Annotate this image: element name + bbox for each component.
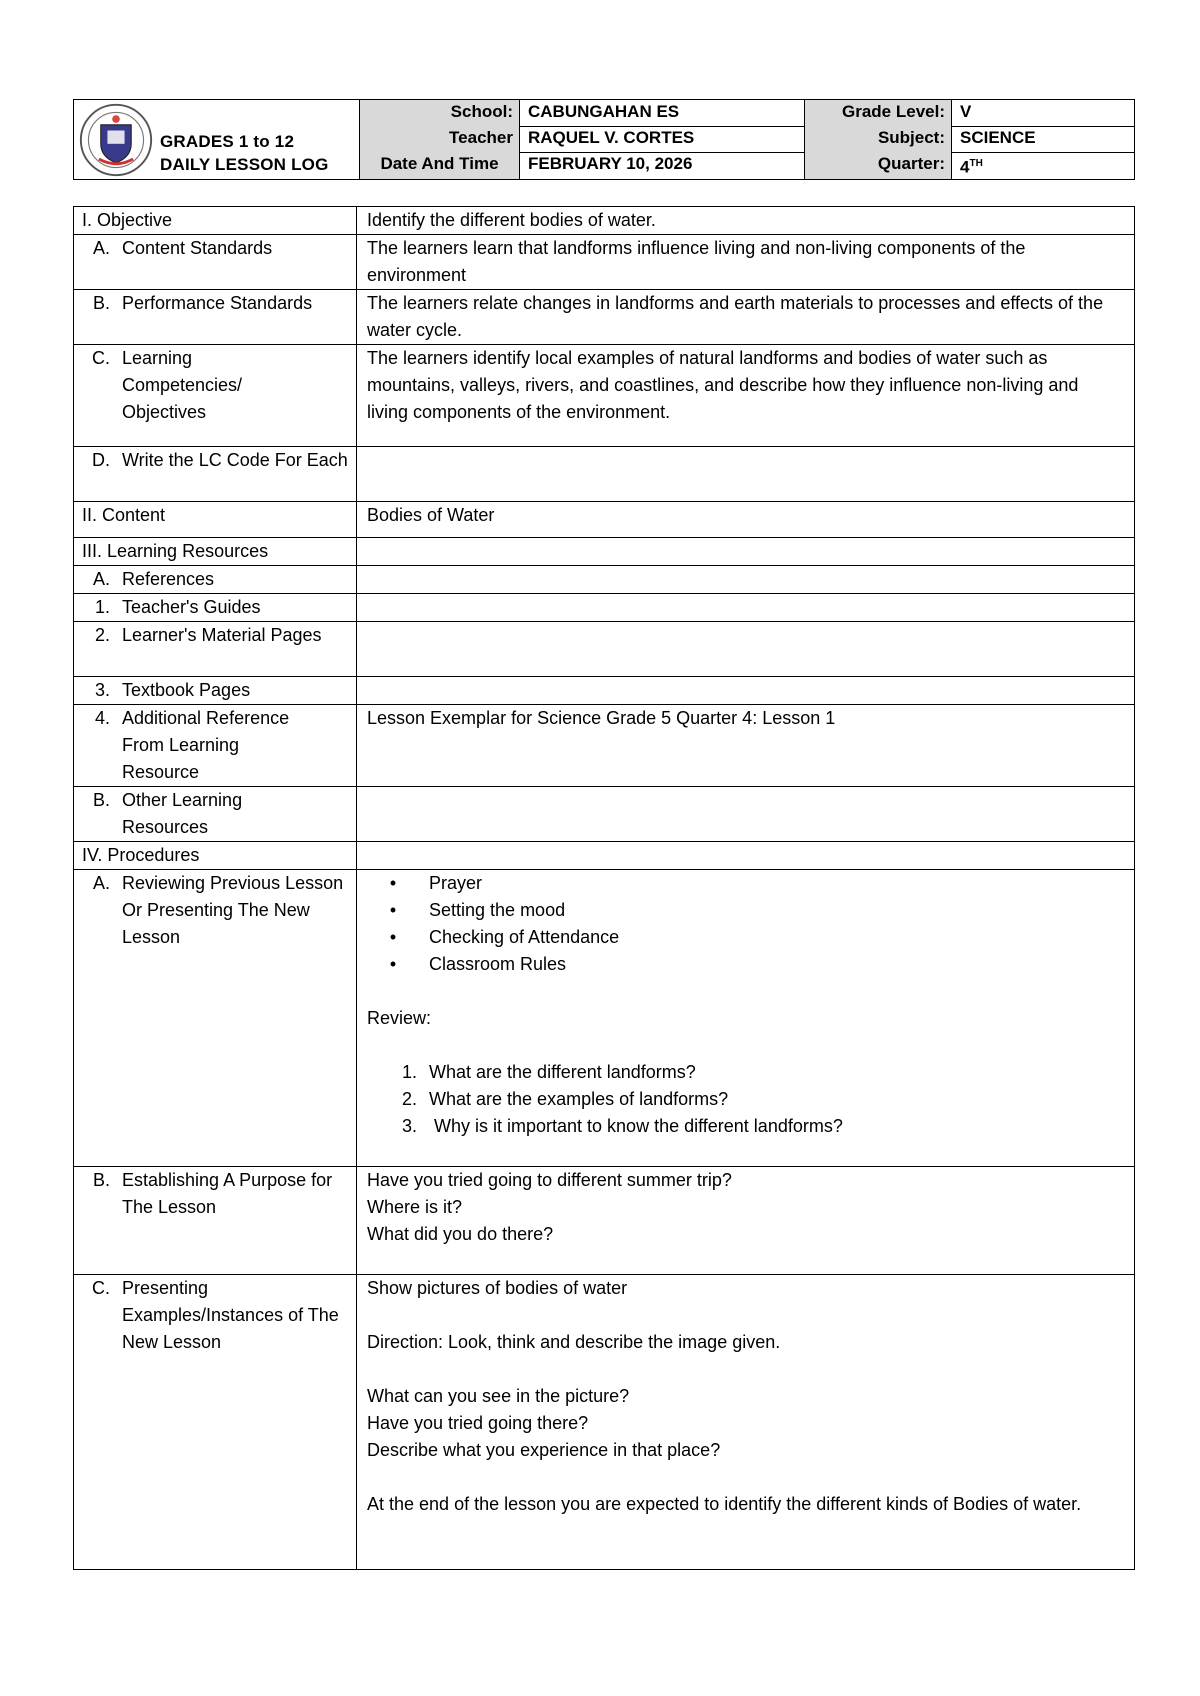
learning-competencies-value: The learners identify local examples of natural landforms and bodies of water such as mountains, valleys, rivers, and coastlines, and describe how they influence non-living and living components of the environment. (357, 345, 1135, 447)
purpose-value: Have you tried going to different summer trip? Where is it? What did you do there? (357, 1167, 1135, 1275)
table-row (74, 622, 1135, 677)
quarter-label: Quarter: (805, 152, 952, 179)
school-label: School: (360, 100, 520, 126)
presenting-label: C. Presenting Examples/Instances of The New Lesson (92, 1278, 339, 1352)
learners-material-label: 2. Learner's Material Pages (94, 625, 322, 645)
textbook-pages-label: 3. Textbook Pages (94, 680, 251, 700)
list-item: • Classroom Rules (389, 954, 567, 974)
other-resources-label: B. Other Learning Resources (92, 790, 243, 837)
list-item: 2. What are the examples of landforms? (401, 1089, 729, 1109)
table-row (74, 594, 1135, 622)
table-row (74, 290, 1135, 345)
learning-competencies-label: C. Learning Competencies/ Objectives (92, 348, 243, 422)
table-row (74, 447, 1135, 502)
opening-activities-list (357, 870, 1122, 978)
date-label: Date And Time (360, 152, 520, 179)
table-row (74, 1167, 1135, 1275)
procedures-value (357, 842, 1135, 870)
learning-resources-label: III. Learning Resources (82, 541, 269, 561)
reviewing-label: A. Reviewing Previous Lesson Or Presenting The New Lesson (92, 873, 344, 947)
content-standards-value: The learners learn that landforms influence living and non-living components of the environment (357, 235, 1135, 290)
table-row (74, 677, 1135, 705)
subject-label: Subject: (805, 126, 952, 152)
table-row (74, 566, 1135, 594)
list-item: • Checking of Attendance (389, 927, 620, 947)
deped-seal-icon (78, 102, 154, 178)
table-row (74, 870, 1135, 1167)
logo-cell (74, 100, 360, 179)
teacher-value: RAQUEL V. CORTES (520, 126, 805, 152)
teachers-guides-value (357, 594, 1135, 622)
grade-level-value: V (960, 102, 972, 121)
table-row (74, 1275, 1135, 1570)
grade-level-label: Grade Level: (805, 100, 952, 126)
list-item: 3. Why is it important to know the different landforms? (401, 1116, 843, 1136)
textbook-pages-value (357, 677, 1135, 705)
additional-reference-value: Lesson Exemplar for Science Grade 5 Quarter 4: Lesson 1 (357, 705, 1135, 787)
content-label: II. Content (82, 505, 166, 525)
lc-code-label: D. Write the LC Code For Each (92, 450, 348, 470)
reviewing-value (357, 870, 1135, 1167)
table-row (74, 705, 1135, 787)
review-questions-list (357, 1059, 1122, 1140)
review-label: Review: (367, 1008, 432, 1028)
subject-value: SCIENCE (960, 128, 1036, 147)
references-label: A. References (92, 569, 215, 589)
table-row (74, 538, 1135, 566)
title-daily-lesson-log: DAILY LESSON LOG (160, 155, 329, 174)
date-value: FEBRUARY 10, 2026 (520, 152, 805, 179)
performance-standards-value: The learners relate changes in landforms and earth materials to processes and effects of the water cycle. (357, 290, 1135, 345)
purpose-label: B. Establishing A Purpose for The Lesson (92, 1170, 333, 1217)
table-row (74, 345, 1135, 447)
table-row (74, 502, 1135, 538)
table-row (74, 235, 1135, 290)
lc-code-value (357, 447, 1135, 502)
additional-reference-label: 4. Additional Reference From Learning Resource (94, 708, 290, 782)
procedures-label: IV. Procedures (82, 845, 200, 865)
performance-standards-label: B. Performance Standards (92, 293, 313, 313)
lesson-table (73, 206, 1135, 1570)
content-standards-label: A. Content Standards (92, 238, 273, 258)
table-row (74, 787, 1135, 842)
list-item: 1. What are the different landforms? (401, 1062, 696, 1082)
table-row (74, 207, 1135, 235)
title-grades: GRADES 1 to 12 (160, 132, 295, 151)
learners-material-value (357, 622, 1135, 677)
learning-resources-value (357, 538, 1135, 566)
objective-label: I. Objective (82, 210, 173, 230)
presenting-value: Show pictures of bodies of water Direction: Look, think and describe the image given. What can you see in the picture? Have you tried going there? Describe what you experience in that place? At the end of the lesson you are expected to identify the different kinds of Bodies of water. (357, 1275, 1135, 1570)
teachers-guides-label: 1. Teacher's Guides (94, 597, 261, 617)
list-item: • Prayer (389, 873, 483, 893)
quarter-value: 4TH (960, 157, 983, 177)
table-row (74, 842, 1135, 870)
header-table (73, 99, 1135, 180)
objective-value: Identify the different bodies of water. (357, 207, 1135, 235)
teacher-label: Teacher (360, 126, 520, 152)
other-resources-value (357, 787, 1135, 842)
school-value: CABUNGAHAN ES (520, 100, 805, 126)
references-value (357, 566, 1135, 594)
content-value: Bodies of Water (357, 502, 1135, 538)
list-item: • Setting the mood (389, 900, 566, 920)
